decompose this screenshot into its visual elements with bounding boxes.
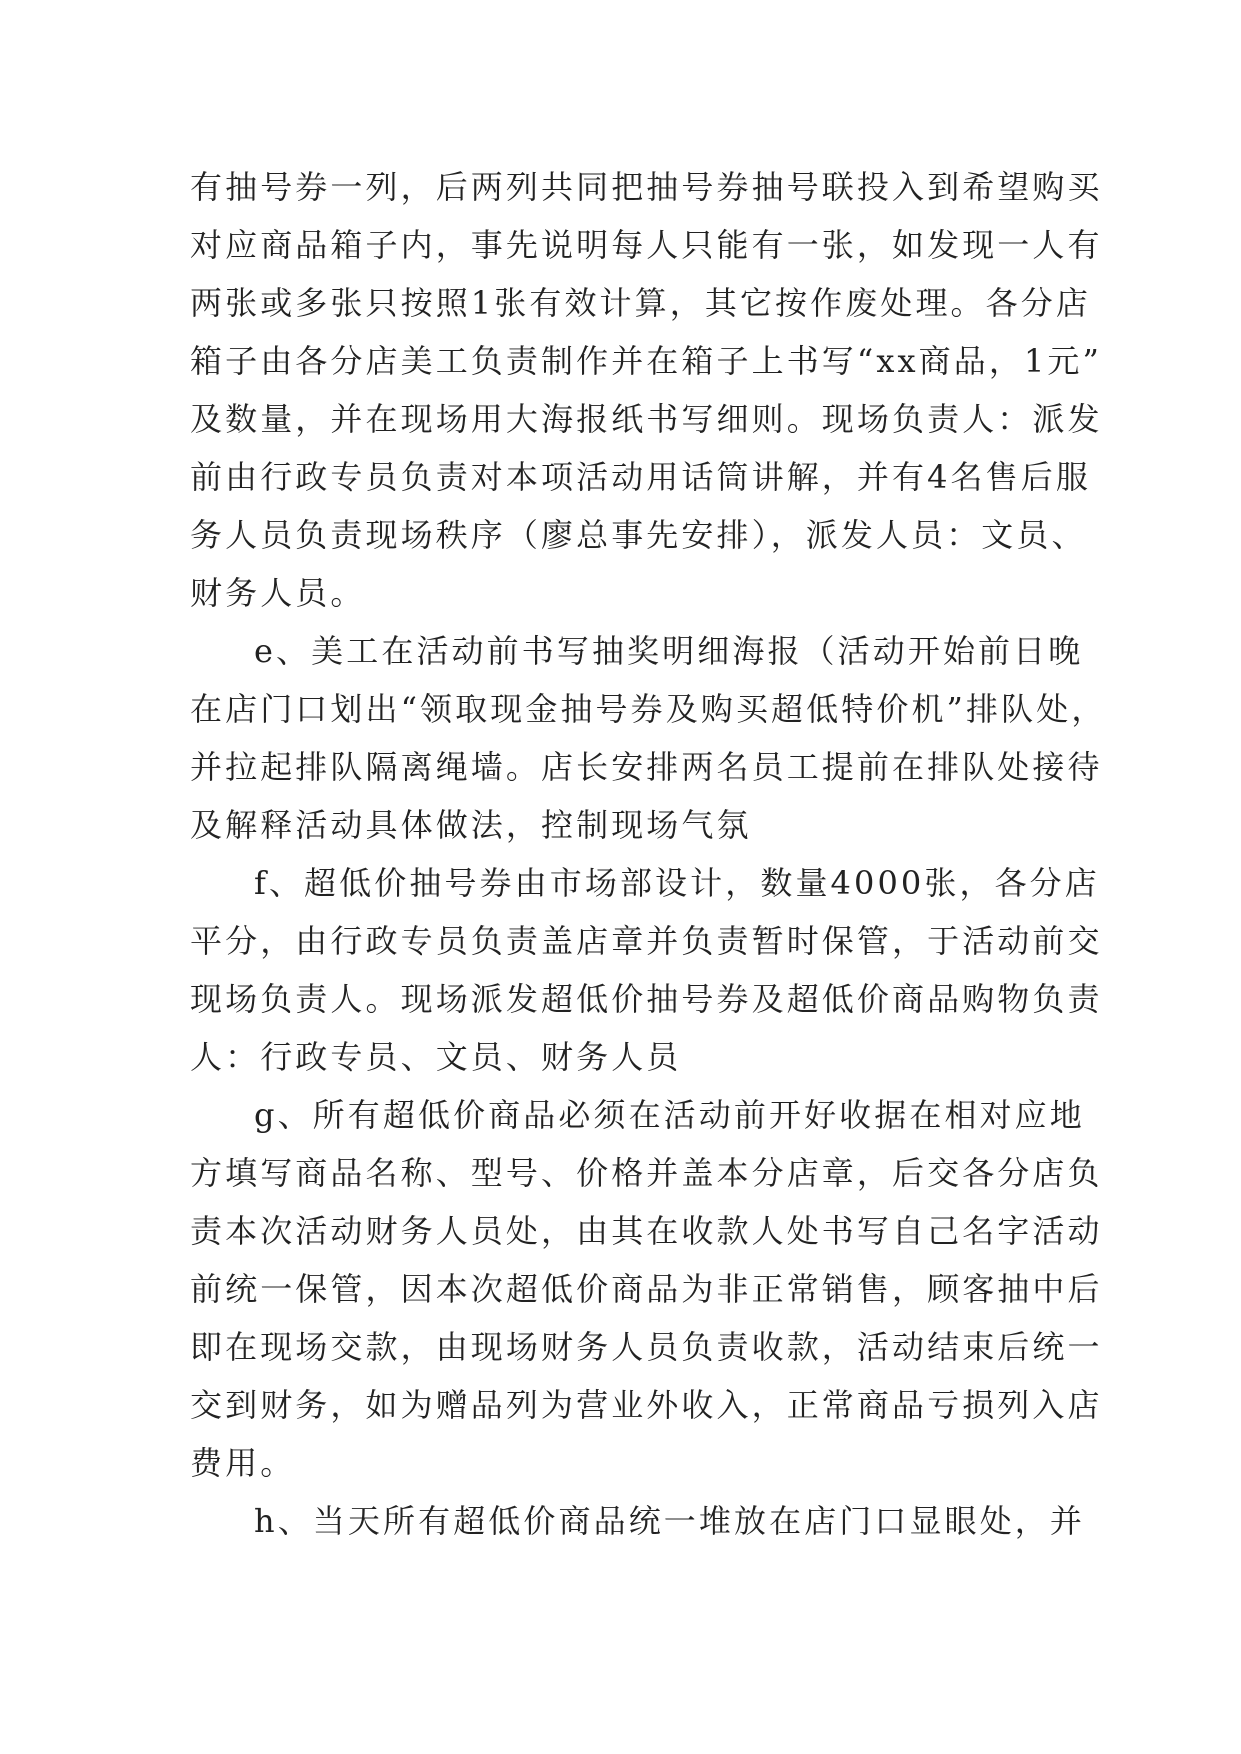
text-line: 平分，由行政专员负责盖店章并负责暂时保管，于活动前交	[190, 922, 1103, 960]
text-line: g、所有超低价商品必须在活动前开好收据在相对应地	[254, 1096, 1085, 1134]
text-line: 对应商品箱子内，事先说明每人只能有一张，如发现一人有	[190, 226, 1103, 264]
text-line: 及数量，并在现场用大海报纸书写细则。现场负责人：派发	[190, 400, 1103, 438]
paragraph-item-g	[190, 1086, 1103, 1492]
text-line: 两张或多张只按照1张有效计算，其它按作废处理。各分店	[190, 284, 1091, 322]
text-line: h、当天所有超低价商品统一堆放在店门口显眼处，并	[254, 1502, 1086, 1540]
text-line: 人：行政专员、文员、财务人员	[190, 1038, 682, 1076]
text-line: 前统一保管，因本次超低价商品为非正常销售，顾客抽中后	[190, 1270, 1103, 1308]
document-body	[190, 158, 1107, 1550]
text-line: f、超低价抽号券由市场部设计，数量4000张，各分店	[254, 864, 1100, 902]
text-line: 务人员负责现场秩序（廖总事先安排），派发人员：文员、	[190, 516, 1087, 554]
text-line: 及解释活动具体做法，控制现场气氛	[190, 806, 752, 844]
text-line: 前由行政专员负责对本项活动用话筒讲解，并有4名售后服	[190, 458, 1091, 496]
paragraph-draw-box-rules	[190, 158, 1103, 622]
text-line: 财务人员。	[190, 574, 366, 612]
text-line: 并拉起排队隔离绳墙。店长安排两名员工提前在排队处接待	[190, 748, 1103, 786]
text-line: 即在现场交款，由现场财务人员负责收款，活动结束后统一	[190, 1328, 1103, 1366]
text-line: 现场负责人。现场派发超低价抽号券及超低价商品购物负责	[190, 980, 1103, 1018]
paragraph-item-e	[190, 622, 1107, 854]
text-line: 责本次活动财务人员处，由其在收款人处书写自己名字活动	[190, 1212, 1103, 1250]
text-line: 在店门口划出“领取现金抽号券及购买超低特价机”排队处，	[190, 690, 1107, 728]
text-line: 方填写商品名称、型号、价格并盖本分店章，后交各分店负	[190, 1154, 1103, 1192]
text-line: 交到财务，如为赠品列为营业外收入，正常商品亏损列入店	[190, 1386, 1103, 1424]
text-line: 费用。	[190, 1444, 296, 1482]
paragraph-item-f	[190, 854, 1103, 1086]
paragraph-item-h	[190, 1492, 1086, 1550]
text-line: e、美工在活动前书写抽奖明细海报（活动开始前日晚	[254, 632, 1084, 670]
text-line: 箱子由各分店美工负责制作并在箱子上书写“xx商品，1元”	[190, 342, 1102, 380]
text-line: 有抽号券一列，后两列共同把抽号券抽号联投入到希望购买	[190, 168, 1103, 206]
